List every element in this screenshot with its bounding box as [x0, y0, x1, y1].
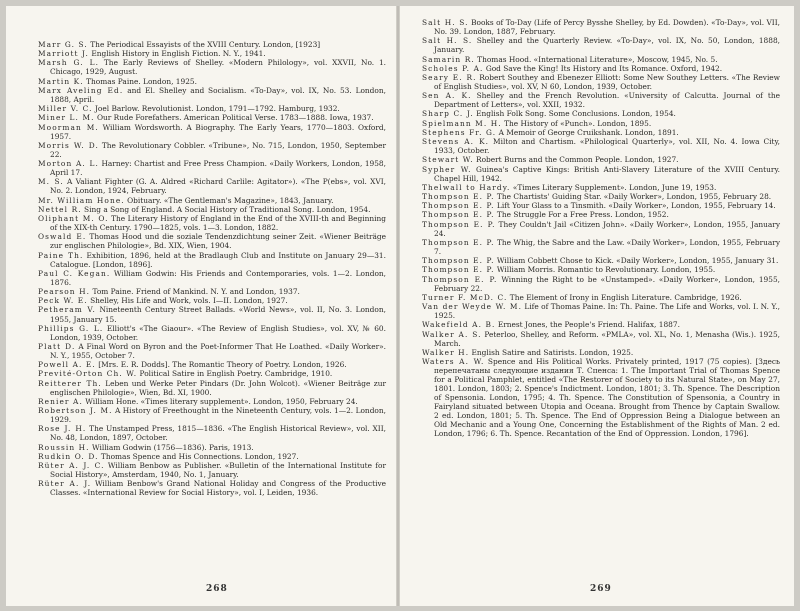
entry-author: Marriott J. — [38, 49, 89, 59]
entry-author: Marsh G. L. — [38, 58, 100, 68]
bibliography-entry — [422, 183, 780, 192]
entry-text: The Periodical Essayists of the XVIII Century. London, [1923] — [90, 40, 321, 49]
entry-text: Robert Southey and Ebenezer Elliott: Some New Southey Letters. «The Review of English Studies», vol. XV, N 60, London, 1939, October. — [434, 72, 781, 91]
entry-author: Thompson E. P. — [422, 256, 495, 266]
entry-author: Rose J. H. — [38, 424, 87, 434]
entry-author: Seary E. R. — [422, 72, 477, 82]
bibliography-entry — [422, 192, 780, 201]
entry-author: M. S. — [38, 177, 64, 187]
bibliography-entry — [38, 113, 386, 122]
entry-text: Leben und Werke Peter Pindars (Dr. John Wolcot). «Wiener Beiträge zur englischen Philologie», Wien, Bd. XI, 1900. — [50, 378, 386, 397]
bibliography-entry — [422, 256, 780, 265]
entry-author: Marx Aveling Ed. — [38, 85, 124, 95]
entry-author: Platt D. — [38, 341, 76, 351]
entry-text: [Mrs. E. R. Dodds]. The Romantic Theory of Poetry. London, 1926. — [98, 360, 347, 370]
entry-text: William Cobbett Chose to Kick. «Daily Worker», London, 1955, January 31. — [496, 256, 779, 266]
bibliography-entry — [38, 406, 386, 424]
entry-author: Sen A. K. — [422, 91, 472, 101]
bibliography-entry — [422, 302, 780, 320]
entry-author: Rüter A. J. — [38, 479, 92, 489]
entry-author: Previté-Orton Ch. W. — [38, 369, 138, 379]
entry-author: Samarin R. — [422, 54, 475, 64]
bibliography-entry — [422, 119, 780, 128]
entry-author: Robertson J. M. — [38, 406, 113, 416]
entry-author: Thompson E. P. — [422, 274, 498, 284]
entry-text: The Element of Irony in English Literature. Cambridge, 1926. — [509, 292, 742, 302]
bibliography-entry — [38, 287, 386, 296]
bibliography-entry — [38, 40, 386, 49]
entry-text: The Struggle For a Free Press. London, 1952. — [496, 210, 669, 220]
bibliography-entry — [38, 86, 386, 104]
entry-author: Mr. William Hone. — [38, 195, 125, 205]
entry-author: Renier A. — [38, 396, 83, 406]
entry-author: Powell A. E. — [38, 360, 96, 370]
entry-author: Pearson H. — [38, 287, 91, 297]
entry-text: Thomas Paine. London, 1925. — [86, 76, 197, 86]
entry-text: English Satire and Satirists. London, 1925. — [471, 347, 634, 357]
entry-text: A Memoir of George Cruikshank. London, 1891. — [498, 127, 679, 137]
bibliography-entry — [422, 91, 780, 109]
entry-text: Elliott's «The Giaour». «The Review of English Studies», vol. XV, № 60. London, 1939, October. — [50, 323, 386, 342]
entry-text: Shelley and the French Revolution. «University of Calcutta. Journal of the Department of Letters», vol. XXII, 1932. — [434, 91, 780, 110]
entry-author: Miner L. M. — [38, 113, 95, 123]
bibliography-entry — [38, 159, 386, 177]
entry-author: Phillips G. L. — [38, 323, 104, 333]
bibliography-entry — [38, 58, 386, 76]
entry-text: Life of Thomas Paine. In: Th. Paine. The Life and Works, vol. I. N. Y., 1925. — [434, 302, 780, 321]
bibliography-entry — [38, 269, 386, 287]
entry-author: Thompson E. P. — [422, 210, 495, 220]
entry-text: God Save the King! Its History and Its Romance. Oxford, 1942. — [485, 63, 723, 73]
entry-author: Stephens Fr. G. — [422, 127, 497, 137]
bibliography-entry — [422, 201, 780, 210]
bibliography-entry — [38, 77, 386, 86]
bibliography-entry — [38, 369, 386, 378]
entry-text: William Benbow as Publisher. «Bulletin of the International Institute for Social History», Amsterdam, 1940, No. 1, January. — [50, 461, 386, 480]
bibliography-entry — [422, 320, 780, 329]
bibliography-entry — [38, 461, 386, 479]
entry-author: Morris W. D. — [38, 140, 99, 150]
entry-author: Paul C. Kegan. — [38, 268, 111, 278]
entry-author: Marr G. S. — [38, 40, 88, 49]
entry-text: William Hone. «Times literary supplement». London, 1950, February 24. — [85, 396, 358, 406]
bibliography-entry — [38, 443, 386, 452]
entry-text: Thomas Spence and His Connections. London, 1927. — [100, 451, 299, 461]
entry-text: The Revolutionary Cobbler. «Tribune», No. 715, London, 1950, September 22. — [50, 140, 386, 159]
entry-author: Thompson E. P. — [422, 201, 495, 211]
entry-author: Nettel R. — [38, 204, 82, 214]
bibliography-entry — [422, 210, 780, 219]
left-page — [6, 6, 396, 606]
entry-author: Oswald E. — [38, 232, 87, 242]
entry-author: Sypher W. — [422, 164, 472, 174]
bibliography-entry — [38, 305, 386, 323]
entry-text: Tom Paine. Friend of Mankind. N. Y. and London, 1937. — [92, 287, 300, 297]
entry-text: Nineteenth Century Street Ballads. «World News», vol. II, No. 3. London, 1955, January 15. — [50, 305, 386, 324]
bibliography-list-right — [422, 18, 780, 438]
bibliography-entry — [422, 293, 780, 302]
entry-author: Van der Weyde W. M. — [422, 302, 523, 312]
bibliography-entry — [38, 214, 386, 232]
entry-text: Exhibition, 1896, held at the Bradlaugh Club and Institute on January 29—31. Catalogue. [London, 1896]. — [50, 250, 386, 269]
entry-author: Turner F. McD. C. — [422, 292, 508, 302]
entry-author: Waters A. W. — [422, 357, 485, 367]
entry-author: Rüter A. J. C. — [38, 461, 105, 471]
entry-text: Lift Your Glass to a Tinsmith. «Daily Worker», London, 1955, February 14. — [496, 201, 776, 211]
entry-author: Petheram V. — [38, 305, 96, 315]
bibliography-entry — [38, 342, 386, 360]
entry-text: English History in English Fiction. N. Y., 1941. — [91, 49, 266, 59]
entry-text: Milton and Chartism. «Philological Quarterly», vol. XII, No. 4. Iowa City, 1933, October. — [434, 137, 780, 156]
bibliography-entry — [38, 452, 386, 461]
entry-author: Thompson E. P. — [422, 237, 495, 247]
bibliography-entry — [38, 205, 386, 214]
entry-author: Rudkin O. D. — [38, 451, 99, 461]
entry-author: Thompson E. P. — [422, 192, 495, 202]
entry-author: Salt H. S. — [422, 36, 473, 46]
bibliography-entry — [38, 379, 386, 397]
entry-text: William Benbow's Grand National Holiday and Congress of the Productive Classes. «International Review for Social History», vol. I, Leiden, 1936. — [50, 479, 386, 498]
entry-text: Guinea's Captive Kings: British Anti-Slavery Literature of the XVIII Century. Chapel Hill, 1942. — [434, 164, 780, 183]
entry-author: Stevens A. K. — [422, 137, 490, 147]
entry-author: Morton A. L. — [38, 159, 99, 169]
bibliography-entry — [38, 296, 386, 305]
bibliography-entry — [422, 348, 780, 357]
entry-author: Walker A. S. — [422, 329, 482, 339]
entry-author: Stewart W. — [422, 155, 474, 165]
entry-author: Roussin H. — [38, 442, 90, 452]
entry-author: Walker H. — [422, 347, 470, 357]
bibliography-entry — [38, 397, 386, 406]
entry-text: A History of Freethought in the Nineteenth Century, vols. 1—2. London, 1929. — [50, 406, 386, 425]
bibliography-entry — [422, 64, 780, 73]
bibliography-entry — [422, 36, 780, 54]
bibliography-entry — [422, 220, 780, 238]
entry-text: William Godwin: His Friends and Contemporaries, vols. 1—2. London, 1876. — [50, 268, 387, 287]
entry-text: The Unstamped Press, 1815—1836. «The English Historical Review», vol. XII, No. 48, London, 1897, October. — [50, 424, 386, 443]
entry-text: The History of «Punch». London, 1895. — [504, 118, 652, 128]
entry-text: English Folk Song. Some Conclusions. London, 1954. — [476, 109, 676, 119]
entry-author: Thelwall to Hardy. — [422, 182, 511, 192]
entry-author: Oliphant M. O. — [38, 214, 109, 224]
bibliography-entry — [38, 123, 386, 141]
entry-text: Joel Barlow. Revolutionist. London, 1791—1792. Hamburg, 1932. — [94, 104, 340, 114]
bibliography-entry — [422, 18, 780, 36]
bibliography-entry — [422, 137, 780, 155]
entry-author: Thompson E. P. — [422, 219, 496, 229]
entry-text: Spence and His Political Works. Privately printed, 1917 (75 copies). [Здесь перепечатаны следующие издания Т. Спенса: 1. The Important Trial of Thomas Spence for a Political Pamphlet, entitled «The Restorer of Society to its Natural State», on May 27, 1801. London, 1803; 2. Spence's Indictment. London, 1801; 3. Th. Spence. The Description of Spensonia. London, 1795; 4. Th. Spence. The Constitution of Spensonia, a Country in Fairyland situated between Utopia and Oceana. Brought from Thence by Captain Swallow. 2 ed. London, 1801; 5. Th. Spence. The End of Oppression Being a Dialogue between an Old Mechanic and a Young One, Concerning the Establishment of the Rights of Man. 2 ed. London, 1796; 6. Th. Spence. Recantation of the End of Oppression. London, 1796]. — [434, 357, 780, 439]
bibliography-entry — [422, 238, 780, 256]
entry-text: William Morris. Romantic to Revolutionary. London, 1955. — [496, 265, 716, 275]
entry-text: The Chartists' Guiding Star. «Daily Worker», London, 1955, February 28. — [496, 192, 772, 202]
bibliography-entry — [38, 324, 386, 342]
entry-text: Ernest Jones, the People's Friend. Halifax, 1887. — [497, 320, 680, 330]
entry-text: Robert Burns and the Common People. London, 1927. — [476, 155, 679, 165]
bibliography-entry — [38, 141, 386, 159]
bibliography-list-left — [38, 40, 386, 497]
entry-text: William Godwin (1756—1836). Paris, 1913. — [92, 442, 254, 452]
entry-text: A Valiant Fighter (G. A. Aldred «Richard Carlile: Agitator»). «The P(ebs», vol. XVI, No. 2. London, 1924, February. — [50, 177, 386, 196]
entry-text: Shelley and the Quarterly Review. «To-Day», vol. IX, No. 50, London, 1888, January. — [434, 36, 780, 55]
bibliography-entry — [422, 155, 780, 164]
entry-text: The Whig, the Sabre and the Law. «Daily Worker», London, 1955, February 7. — [434, 237, 781, 256]
bibliography-entry — [38, 232, 386, 250]
entry-text: and El. Shelley and Socialism. «To-Day», vol. IX, No. 53. London, 1888, April. — [50, 85, 386, 104]
bibliography-entry — [38, 177, 386, 195]
entry-author: Scholes P. A. — [422, 63, 484, 73]
entry-author: Salt H. S. — [422, 18, 469, 27]
entry-text: Sing a Song of England. A Social History of Traditional Song. London, 1954. — [84, 204, 371, 214]
bibliography-entry — [422, 265, 780, 274]
entry-text: Books of To-Day (Life of Percy Bysshe Shelley, by Ed. Dowden). «To-Day», vol. VII, No. 39. London, 1887, February. — [434, 18, 780, 37]
bibliography-entry — [422, 275, 780, 293]
entry-text: Obituary. «The Gentleman's Magazine», 1843, January. — [127, 195, 334, 205]
entry-text: A Final Word on Byron and the Poet-Informer That He Loathed. «Daily Worker». N. Y., 1955, October 7. — [50, 341, 387, 360]
entry-author: Paine Th. — [38, 250, 84, 260]
entry-text: The Literary History of England in the End of the XVIII-th and Beginning of the XIX-th Century. 1790—1825, vols. 1—3. London, 1882. — [50, 214, 386, 233]
entry-author: Reitterer Th. — [38, 378, 102, 388]
entry-author: Moorman M. — [38, 122, 99, 132]
bibliography-entry — [422, 55, 780, 64]
page-number-right: 269 — [590, 584, 612, 594]
entry-text: Harney: Chartist and Free Press Champion. «Daily Workers, London, 1958, April 17. — [50, 159, 386, 178]
entry-text: «Times Literary Supplement». London, June 19, 1953. — [512, 182, 717, 192]
bibliography-entry — [38, 196, 386, 205]
entry-text: Thomas Hood und die soziale Tendenzdichtung seiner Zeit. «Wiener Beiträge zur englischen Philologie», Bd. XIX, Wien, 1904. — [50, 232, 386, 251]
bibliography-entry — [38, 251, 386, 269]
page-number-left: 268 — [206, 584, 228, 594]
entry-text: They Couldn't Jail «Citizen John». «Daily Worker», London, 1955, January 24. — [434, 219, 781, 238]
entry-text: Peterloo, Shelley, and Reform. «PMLA», vol. XL, No. 1, Menasha (Wis.). 1925, March. — [434, 329, 780, 348]
entry-text: The Early Reviews of Shelley. «Modern Philology», vol. XXVII, No. 1. Chicago, 1929, August. — [50, 58, 386, 77]
entry-author: Sharp C. J. — [422, 109, 474, 119]
entry-text: Shelley, His Life and Work, vols. I—II. London, 1927. — [90, 296, 288, 306]
bibliography-entry — [422, 165, 780, 183]
bibliography-entry — [38, 424, 386, 442]
right-page — [400, 6, 794, 606]
entry-author: Miller V. C. — [38, 104, 93, 114]
entry-text: Political Satire in English Poetry. Cambridge, 1910. — [139, 369, 333, 379]
bibliography-entry — [422, 73, 780, 91]
bibliography-entry — [422, 109, 780, 118]
bibliography-entry — [38, 479, 386, 497]
entry-author: Thompson E. P. — [422, 265, 495, 275]
entry-author: Peck W. E. — [38, 296, 88, 306]
entry-author: Wakefield A. B. — [422, 320, 496, 330]
entry-text: William Wordsworth. A Biography. The Early Years, 1770—1803. Oxford, 1957. — [50, 122, 386, 141]
bibliography-entry — [422, 357, 780, 438]
entry-text: Winning the Right to be «Unstamped». «Daily Worker», London, 1955, February 22. — [434, 274, 780, 293]
entry-author: Spielmann M. H. — [422, 118, 502, 128]
entry-author: Martin K. — [38, 76, 84, 86]
entry-text: Our Rude Forefathers. American Political Verse. 1783—1888. Iowa, 1937. — [96, 113, 374, 123]
bibliography-entry — [38, 360, 386, 369]
bibliography-entry — [422, 330, 780, 348]
entry-text: Thomas Hood. «International Literature», Moscow, 1945, No. 5. — [477, 54, 718, 64]
bibliography-entry — [422, 128, 780, 137]
bibliography-entry — [38, 49, 386, 58]
bibliography-entry — [38, 104, 386, 113]
